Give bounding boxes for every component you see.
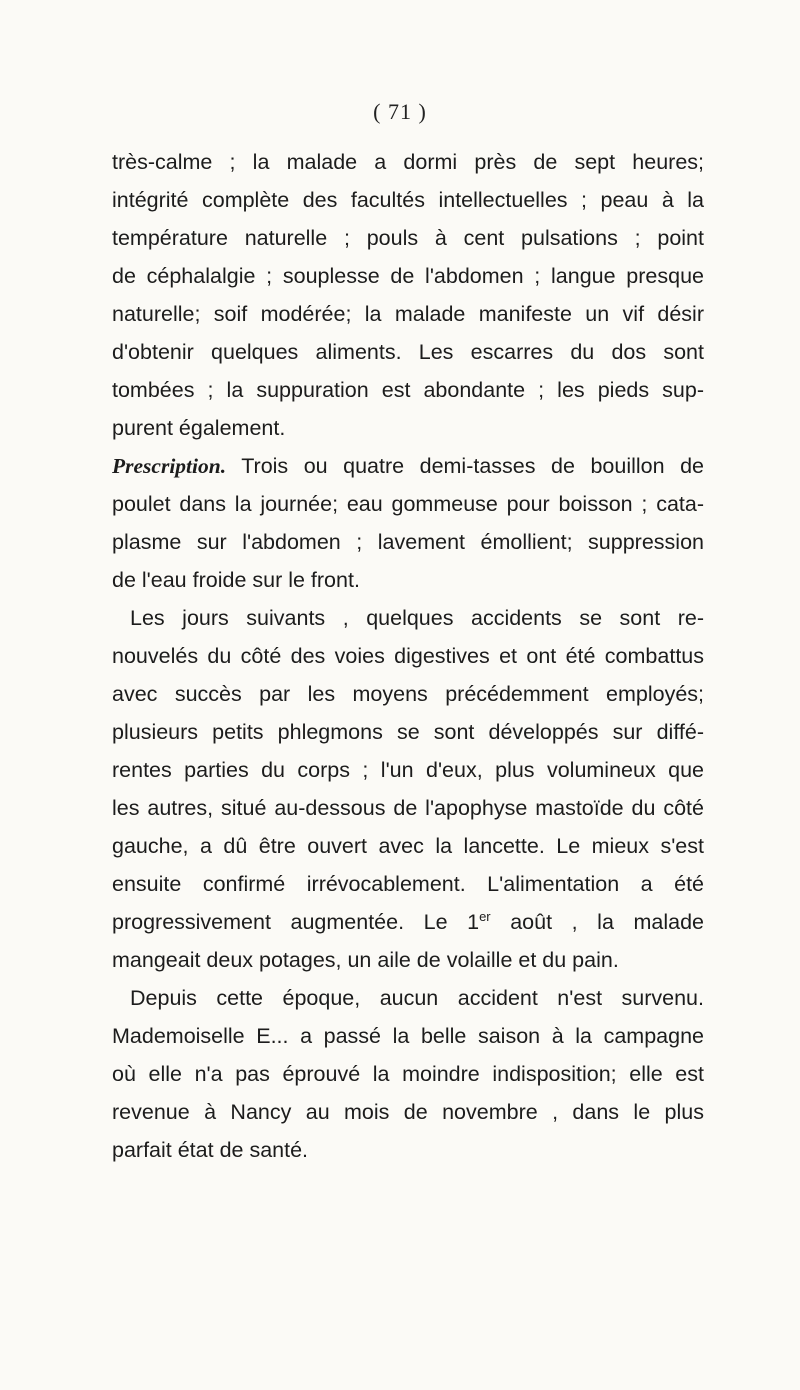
text-line: revenue à Nancy au mois de novembre , dans le plus xyxy=(112,1100,704,1124)
text-line: avec succès par les moyens précédemment employés; xyxy=(112,682,704,706)
text-line: de céphalalgie ; souplesse de l'abdomen ; langue presque xyxy=(112,264,704,288)
text-line: nouvelés du côté des voies digestives et ont été combattus xyxy=(112,644,704,668)
text-line: température naturelle ; pouls à cent pulsations ; point xyxy=(112,226,704,250)
body-text xyxy=(112,143,704,1169)
text-line xyxy=(112,447,704,485)
text-line: naturelle; soif modérée; la malade manifeste un vif désir xyxy=(112,302,704,326)
text-line: rentes parties du corps ; l'un d'eux, plus volumineux que xyxy=(112,758,704,782)
text-line: poulet dans la journée; eau gommeuse pour boisson ; cata- xyxy=(112,492,704,516)
text-line: purent également. xyxy=(112,416,286,440)
text-line: gauche, a dû être ouvert avec la lancette. Le mieux s'est xyxy=(112,834,704,858)
text-line: Les jours suivants , quelques accidents se sont re- xyxy=(130,606,704,630)
text-line: d'obtenir quelques aliments. Les escarres du dos sont xyxy=(112,340,704,364)
text-line: mangeait deux potages, un aile de volaille et du pain. xyxy=(112,948,619,972)
text-line: ensuite confirmé irrévocablement. L'alimentation a été xyxy=(112,872,704,896)
text-line: où elle n'a pas éprouvé la moindre indisposition; elle est xyxy=(112,1062,704,1086)
text-line-pre: progressivement augmentée. Le 1 xyxy=(112,910,480,934)
text-line: plasme sur l'abdomen ; lavement émollient; suppression xyxy=(112,530,704,554)
text-line: les autres, situé au-dessous de l'apophyse mastoïde du côté xyxy=(112,796,704,820)
text-line: tombées ; la suppuration est abondante ; les pieds sup- xyxy=(112,378,704,402)
superscript: er xyxy=(479,909,491,924)
text-line: parfait état de santé. xyxy=(112,1138,309,1162)
text-line: très-calme ; la malade a dormi près de sept heures; xyxy=(112,150,704,174)
text-line: Depuis cette époque, aucun accident n'est survenu. xyxy=(130,986,704,1010)
page-number: ( 71 ) xyxy=(373,99,427,124)
text-line-rest: Trois ou quatre demi-tasses de bouillon de xyxy=(226,454,704,478)
text-line: de l'eau froide sur le front. xyxy=(112,568,360,592)
text-line: plusieurs petits phlegmons se sont développés sur diffé- xyxy=(112,720,704,744)
text-line xyxy=(112,903,704,941)
text-line-post: août , la malade xyxy=(490,910,704,934)
text-line: Mademoiselle E... a passé la belle saison à la campagne xyxy=(112,1024,704,1048)
prescription-heading: Prescription. xyxy=(112,454,227,478)
text-line: intégrité complète des facultés intellectuelles ; peau à la xyxy=(112,188,704,212)
